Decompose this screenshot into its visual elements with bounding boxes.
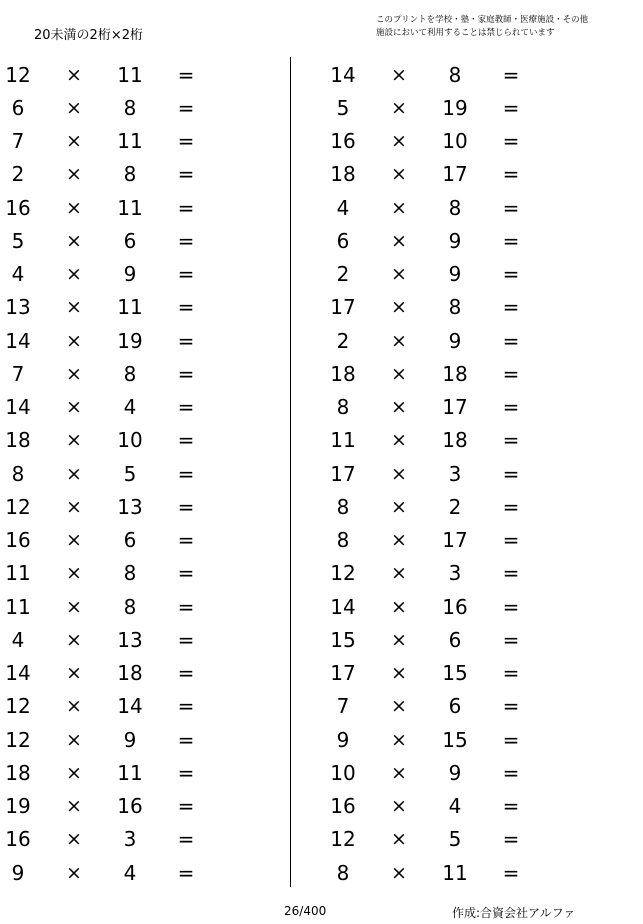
multiplier: 15 (442, 661, 468, 686)
multiplier: 18 (442, 428, 468, 453)
multiplier: 11 (117, 295, 143, 320)
equals-sign: = (177, 528, 195, 553)
problem-row (325, 191, 565, 224)
multiplicand: 18 (330, 162, 356, 187)
equals-sign: = (177, 727, 195, 752)
multiplier: 9 (448, 328, 462, 353)
multiplier: 9 (448, 228, 462, 253)
multiplier: 6 (448, 694, 462, 719)
multiplier: 16 (442, 594, 468, 619)
multiplier: 13 (117, 494, 143, 519)
problem-row (0, 623, 240, 656)
problem-row (0, 158, 240, 191)
multiplicand: 8 (336, 860, 350, 885)
multiplicand: 4 (336, 195, 350, 220)
problem-row (325, 391, 565, 424)
usage-notice-line-1: このプリントを学校・塾・家庭教師・医療施設・その他 (376, 15, 589, 25)
multiplicand: 18 (330, 361, 356, 386)
multiplicand: 14 (330, 594, 356, 619)
multiplier: 13 (117, 627, 143, 652)
equals-sign: = (502, 295, 520, 320)
multiply-sign: × (66, 96, 82, 119)
multiplier: 11 (117, 129, 143, 154)
multiplier: 11 (117, 195, 143, 220)
multiply-sign: × (391, 795, 407, 818)
multiplier: 8 (123, 162, 137, 187)
problem-row (0, 58, 240, 91)
equals-sign: = (177, 95, 195, 120)
multiplicand: 12 (5, 62, 31, 87)
multiplier: 11 (442, 860, 468, 885)
multiply-sign: × (66, 662, 82, 685)
multiplicand: 14 (330, 62, 356, 87)
multiplier: 18 (117, 661, 143, 686)
column-divider (290, 57, 291, 887)
multiplier: 3 (448, 561, 462, 586)
multiplier: 8 (448, 62, 462, 87)
multiplicand: 7 (11, 361, 25, 386)
problem-row (0, 723, 240, 756)
multiplicand: 2 (336, 262, 350, 287)
equals-sign: = (177, 328, 195, 353)
multiplicand: 6 (11, 95, 25, 120)
problem-row (325, 524, 565, 557)
multiply-sign: × (391, 828, 407, 851)
multiplier: 6 (448, 627, 462, 652)
multiplicand: 19 (5, 794, 31, 819)
multiplier: 8 (448, 295, 462, 320)
multiply-sign: × (66, 529, 82, 552)
multiplicand: 8 (11, 461, 25, 486)
problem-row (325, 158, 565, 191)
equals-sign: = (177, 361, 195, 386)
multiplier: 8 (123, 594, 137, 619)
multiplier: 4 (448, 794, 462, 819)
right-problem-column (325, 58, 565, 889)
problem-row (325, 557, 565, 590)
problem-row (325, 756, 565, 789)
problem-row (0, 357, 240, 390)
equals-sign: = (177, 827, 195, 852)
multiplicand: 11 (330, 428, 356, 453)
multiplicand: 14 (5, 328, 31, 353)
problem-row (325, 490, 565, 523)
multiplicand: 8 (336, 395, 350, 420)
multiplier: 14 (117, 694, 143, 719)
multiplier: 17 (442, 162, 468, 187)
multiply-sign: × (66, 828, 82, 851)
equals-sign: = (177, 62, 195, 87)
problem-row (325, 623, 565, 656)
left-problem-column (0, 58, 240, 889)
equals-sign: = (502, 661, 520, 686)
multiplicand: 15 (330, 627, 356, 652)
multiplicand: 4 (11, 627, 25, 652)
multiplicand: 12 (330, 561, 356, 586)
problem-row (0, 490, 240, 523)
multiply-sign: × (66, 263, 82, 286)
problem-row (0, 125, 240, 158)
author-credit: 作成:合資会社アルファ (452, 906, 576, 920)
multiply-sign: × (66, 296, 82, 319)
equals-sign: = (502, 727, 520, 752)
equals-sign: = (502, 528, 520, 553)
problem-row (325, 856, 565, 889)
multiplicand: 16 (5, 528, 31, 553)
equals-sign: = (502, 162, 520, 187)
multiplier: 5 (123, 461, 137, 486)
problem-row (325, 657, 565, 690)
multiplier: 17 (442, 528, 468, 553)
problem-row (0, 823, 240, 856)
multiplicand: 18 (5, 428, 31, 453)
multiplicand: 9 (336, 727, 350, 752)
multiply-sign: × (391, 662, 407, 685)
multiply-sign: × (66, 429, 82, 452)
multiply-sign: × (391, 196, 407, 219)
problem-row (0, 756, 240, 789)
multiplier: 11 (117, 62, 143, 87)
equals-sign: = (502, 361, 520, 386)
multiplicand: 17 (330, 295, 356, 320)
multiplier: 15 (442, 727, 468, 752)
multiplier: 11 (117, 760, 143, 785)
multiplicand: 18 (5, 760, 31, 785)
multiply-sign: × (391, 63, 407, 86)
multiply-sign: × (66, 562, 82, 585)
multiply-sign: × (391, 429, 407, 452)
multiply-sign: × (66, 595, 82, 618)
multiplier: 9 (123, 262, 137, 287)
multiply-sign: × (391, 130, 407, 153)
usage-notice (376, 14, 588, 40)
multiplier: 17 (442, 395, 468, 420)
multiply-sign: × (391, 296, 407, 319)
multiplicand: 16 (330, 794, 356, 819)
problem-row (325, 457, 565, 490)
multiply-sign: × (391, 229, 407, 252)
multiply-sign: × (391, 695, 407, 718)
multiplier: 8 (123, 561, 137, 586)
multiply-sign: × (391, 362, 407, 385)
equals-sign: = (502, 494, 520, 519)
multiplicand: 5 (336, 95, 350, 120)
problem-row (325, 258, 565, 291)
equals-sign: = (502, 129, 520, 154)
equals-sign: = (177, 561, 195, 586)
equals-sign: = (177, 860, 195, 885)
multiplier: 6 (123, 228, 137, 253)
multiplicand: 11 (5, 561, 31, 586)
problem-row (0, 657, 240, 690)
problem-row (0, 457, 240, 490)
multiplier: 19 (117, 328, 143, 353)
problem-row (325, 424, 565, 457)
multiplier: 5 (448, 827, 462, 852)
problem-row (325, 723, 565, 756)
problem-row (325, 790, 565, 823)
equals-sign: = (177, 694, 195, 719)
multiply-sign: × (391, 761, 407, 784)
multiply-sign: × (391, 462, 407, 485)
problem-row (325, 823, 565, 856)
multiplicand: 14 (5, 661, 31, 686)
multiply-sign: × (66, 229, 82, 252)
equals-sign: = (177, 295, 195, 320)
multiplicand: 7 (336, 694, 350, 719)
multiplicand: 8 (336, 528, 350, 553)
multiply-sign: × (391, 595, 407, 618)
equals-sign: = (177, 794, 195, 819)
equals-sign: = (502, 228, 520, 253)
multiply-sign: × (66, 761, 82, 784)
problem-row (325, 357, 565, 390)
multiplier: 10 (117, 428, 143, 453)
equals-sign: = (502, 827, 520, 852)
multiply-sign: × (391, 263, 407, 286)
multiply-sign: × (66, 329, 82, 352)
equals-sign: = (502, 395, 520, 420)
multiplicand: 8 (336, 494, 350, 519)
equals-sign: = (502, 694, 520, 719)
multiplicand: 12 (330, 827, 356, 852)
problem-row (325, 590, 565, 623)
equals-sign: = (177, 461, 195, 486)
multiplicand: 12 (5, 694, 31, 719)
equals-sign: = (502, 794, 520, 819)
problem-row (325, 291, 565, 324)
equals-sign: = (177, 627, 195, 652)
multiplier: 2 (448, 494, 462, 519)
equals-sign: = (177, 262, 195, 287)
page-number: 26/400 (284, 904, 327, 918)
multiply-sign: × (66, 795, 82, 818)
multiplier: 19 (442, 95, 468, 120)
multiplicand: 10 (330, 760, 356, 785)
equals-sign: = (502, 62, 520, 87)
equals-sign: = (502, 262, 520, 287)
equals-sign: = (177, 228, 195, 253)
multiplier: 8 (123, 361, 137, 386)
problem-row (0, 557, 240, 590)
multiplicand: 14 (5, 395, 31, 420)
multiplicand: 17 (330, 661, 356, 686)
multiplicand: 7 (11, 129, 25, 154)
multiply-sign: × (66, 163, 82, 186)
multiplicand: 17 (330, 461, 356, 486)
worksheet-title: 20未満の2桁×2桁 (34, 28, 143, 43)
problem-row (325, 224, 565, 257)
multiplicand: 5 (11, 228, 25, 253)
equals-sign: = (502, 594, 520, 619)
multiply-sign: × (391, 495, 407, 518)
problem-row (0, 590, 240, 623)
multiplier: 9 (448, 760, 462, 785)
multiplier: 10 (442, 129, 468, 154)
equals-sign: = (502, 461, 520, 486)
multiply-sign: × (391, 728, 407, 751)
problem-row (0, 856, 240, 889)
multiplier: 3 (448, 461, 462, 486)
multiplier: 4 (123, 860, 137, 885)
multiplicand: 6 (336, 228, 350, 253)
multiply-sign: × (66, 130, 82, 153)
problem-row (0, 790, 240, 823)
equals-sign: = (177, 494, 195, 519)
equals-sign: = (502, 760, 520, 785)
multiply-sign: × (391, 163, 407, 186)
equals-sign: = (177, 594, 195, 619)
equals-sign: = (177, 129, 195, 154)
multiplier: 9 (448, 262, 462, 287)
equals-sign: = (177, 162, 195, 187)
multiply-sign: × (66, 362, 82, 385)
multiply-sign: × (66, 196, 82, 219)
multiply-sign: × (66, 63, 82, 86)
multiplier: 18 (442, 361, 468, 386)
problem-row (0, 291, 240, 324)
equals-sign: = (502, 860, 520, 885)
problem-row (0, 391, 240, 424)
multiplicand: 11 (5, 594, 31, 619)
problem-row (325, 91, 565, 124)
problem-row (0, 324, 240, 357)
multiplier: 4 (123, 395, 137, 420)
multiply-sign: × (391, 628, 407, 651)
multiplicand: 13 (5, 295, 31, 320)
multiplier: 16 (117, 794, 143, 819)
problem-row (0, 424, 240, 457)
multiplicand: 12 (5, 727, 31, 752)
problem-row (0, 224, 240, 257)
multiply-sign: × (66, 728, 82, 751)
equals-sign: = (502, 95, 520, 120)
multiplier: 6 (123, 528, 137, 553)
problem-row (325, 324, 565, 357)
multiplicand: 16 (330, 129, 356, 154)
problem-row (325, 690, 565, 723)
equals-sign: = (502, 428, 520, 453)
problem-row (325, 58, 565, 91)
equals-sign: = (502, 561, 520, 586)
multiply-sign: × (391, 861, 407, 884)
multiply-sign: × (66, 695, 82, 718)
multiplicand: 2 (11, 162, 25, 187)
equals-sign: = (177, 428, 195, 453)
equals-sign: = (502, 328, 520, 353)
multiplier: 8 (123, 95, 137, 120)
multiplier: 8 (448, 195, 462, 220)
multiplicand: 16 (5, 195, 31, 220)
equals-sign: = (502, 195, 520, 220)
multiply-sign: × (391, 396, 407, 419)
multiply-sign: × (66, 462, 82, 485)
multiplier: 9 (123, 727, 137, 752)
multiply-sign: × (391, 562, 407, 585)
equals-sign: = (177, 395, 195, 420)
problem-row (0, 524, 240, 557)
multiply-sign: × (66, 495, 82, 518)
equals-sign: = (177, 760, 195, 785)
multiplicand: 4 (11, 262, 25, 287)
multiplicand: 9 (11, 860, 25, 885)
multiplicand: 12 (5, 494, 31, 519)
equals-sign: = (177, 661, 195, 686)
multiply-sign: × (391, 529, 407, 552)
multiplicand: 2 (336, 328, 350, 353)
equals-sign: = (502, 627, 520, 652)
problem-row (0, 191, 240, 224)
multiply-sign: × (66, 396, 82, 419)
problem-row (0, 91, 240, 124)
problem-row (325, 125, 565, 158)
multiplicand: 16 (5, 827, 31, 852)
multiply-sign: × (391, 329, 407, 352)
multiplier: 3 (123, 827, 137, 852)
usage-notice-line-2: 施設において利用することは禁じられています (376, 28, 555, 38)
problem-row (0, 258, 240, 291)
multiply-sign: × (66, 861, 82, 884)
problem-row (0, 690, 240, 723)
multiply-sign: × (66, 628, 82, 651)
multiply-sign: × (391, 96, 407, 119)
equals-sign: = (177, 195, 195, 220)
